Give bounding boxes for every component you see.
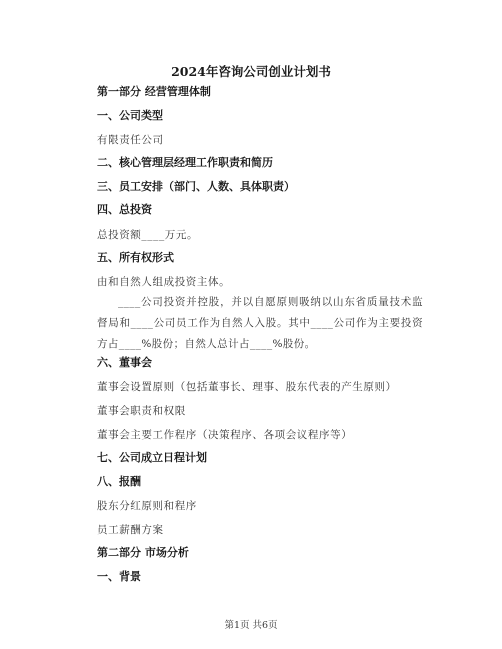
ownership-paragraph: ____公司投资并控股，并以自愿原则吸纳以山东省质量技术监督局和____公司员工作为自然人入股。其中____公司作为主要投资方占____%股份；自然人总计占____%股份。 xyxy=(97,296,423,350)
board-principle-text: 董事会设置原则（包括董事长、理事、股东代表的产生原则） xyxy=(97,381,397,393)
section-background: 一、背景 xyxy=(97,570,141,583)
section-core-management: 二、核心管理层经理工作职责和简历 xyxy=(97,156,273,169)
investment-text: 总投资额____万元。 xyxy=(97,229,199,241)
part-two-heading: 第二部分 市场分析 xyxy=(97,546,189,559)
document-title: 2024年咨询公司创业计划书 xyxy=(171,64,331,79)
company-type-text: 有限责任公司 xyxy=(97,134,164,146)
ownership-text: 由和自然人组成投资主体。 xyxy=(97,276,231,288)
salary-text: 员工薪酬方案 xyxy=(97,524,164,536)
part-one-heading: 第一部分 经营管理体制 xyxy=(97,85,211,98)
section-investment: 四、总投资 xyxy=(97,203,152,216)
board-procedure-text: 董事会主要工作程序（决策程序、各项会议程序等） xyxy=(97,429,353,441)
section-ownership: 五、所有权形式 xyxy=(97,251,174,264)
board-duties-text: 董事会职责和权限 xyxy=(97,405,186,417)
section-board: 六、董事会 xyxy=(97,356,152,369)
section-company-type: 一、公司类型 xyxy=(97,109,163,122)
page-footer: 第1页 共6页 xyxy=(224,620,278,631)
dividend-text: 股东分红原则和程序 xyxy=(97,500,197,512)
section-schedule: 七、公司成立日程计划 xyxy=(97,451,207,464)
section-staff: 三、员工安排（部门、人数、具体职责） xyxy=(97,180,295,193)
section-compensation: 八、报酬 xyxy=(97,475,141,488)
